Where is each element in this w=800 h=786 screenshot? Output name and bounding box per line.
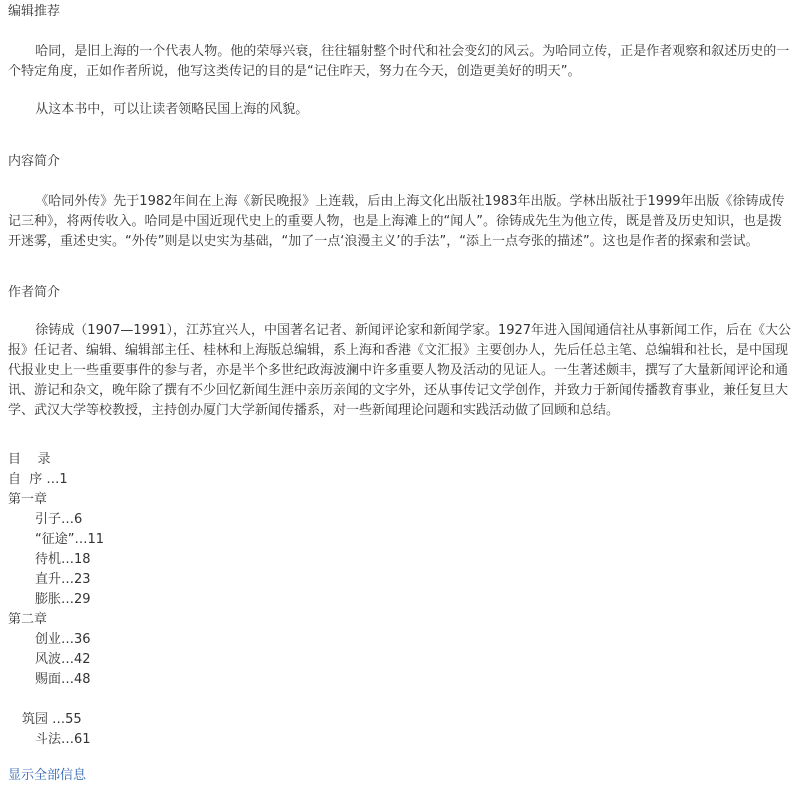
show-all-info-link[interactable]: 显示全部信息 (8, 768, 87, 783)
content-summary-heading: 内容简介 (8, 154, 61, 169)
content-summary-paragraph: 《哈同外传》先于1982年间在上海《新民晚报》上连载，后由上海文化出版社1983年出版。学林出版社于1999年出版《徐铸成传记三种》，将两传收入。哈同是中国近现代史上的重要人物，也是上海滩上的“闻人”。徐铸成先生为他立传，既是普及历史知识，也是拨开迷雾，重述史实。“外传”则是以史实为基础，“加了一点‘浪漫主义’的手法”，“添上一点夸张的描述”。这也是作者的探索和尝试。 (8, 194, 785, 249)
toc-entry: 赐面…48 (35, 672, 91, 687)
toc-entry: 筑园 …55 (22, 712, 82, 727)
toc-entry: 直升…23 (35, 572, 91, 587)
toc-chapter-1: 第一章 (8, 492, 48, 507)
editor-recommendation-paragraph-1: 哈同，是旧上海的一个代表人物。他的荣辱兴衰，往往辐射整个时代和社会变幻的风云。为哈同立传，正是作者观察和叙述历史的一个特定角度，正如作者所说，他写这类传记的目的是“记住昨天，努力在今天，创造更美好的明天”。 (8, 44, 790, 79)
toc-entry: 斗法…61 (35, 732, 91, 747)
toc-blank-line (8, 690, 792, 710)
toc-entry: 引子…6 (35, 512, 83, 527)
editor-recommendation-paragraph-2: 从这本书中，可以让读者领略民国上海的风貌。 (35, 102, 309, 117)
toc-entry: 创业…36 (35, 632, 91, 647)
editor-recommendation-heading: 编辑推荐 (8, 4, 61, 19)
editor-recommendation-section (8, 2, 792, 120)
toc-entry: “征途”…11 (35, 532, 105, 547)
toc-entry: 膨胀…29 (35, 592, 91, 607)
author-intro-paragraph: 徐铸成（1907—1991），江苏宜兴人，中国著名记者、新闻评论家和新闻学家。1927年进入国闻通信社从事新闻工作，后在《大公报》任记者、编辑、编辑部主任、桂林和上海版总编辑，系上海和香港《文汇报》主要创办人，先后任总主笔、总编辑和社长，是中国现代报业史上一些重要事件的参与者，亦是半个多世纪政海波澜中许多重要人物及活动的见证人。一生著述颇丰，撰写了大量新闻评论和通讯、游记和杂文，晚年除了撰有不少回忆新闻生涯中亲历亲闻的文字外，还从事传记文学创作，并致力于新闻传播教育事业，兼任复旦大学、武汉大学等校教授，主持创办厦门大学新闻传播系，对一些新闻理论问题和实践活动做了回顾和总结。 (8, 323, 792, 418)
content-summary-section (8, 152, 792, 252)
author-intro-section (8, 283, 792, 421)
toc-preface: 自 序 …1 (8, 472, 68, 487)
table-of-contents (8, 450, 792, 750)
toc-heading: 目 录 (8, 452, 51, 467)
toc-chapter-2: 第二章 (8, 612, 48, 627)
toc-entry: 风波…42 (35, 652, 91, 667)
toc-entry: 待机…18 (35, 552, 91, 567)
author-intro-heading: 作者简介 (8, 285, 61, 300)
